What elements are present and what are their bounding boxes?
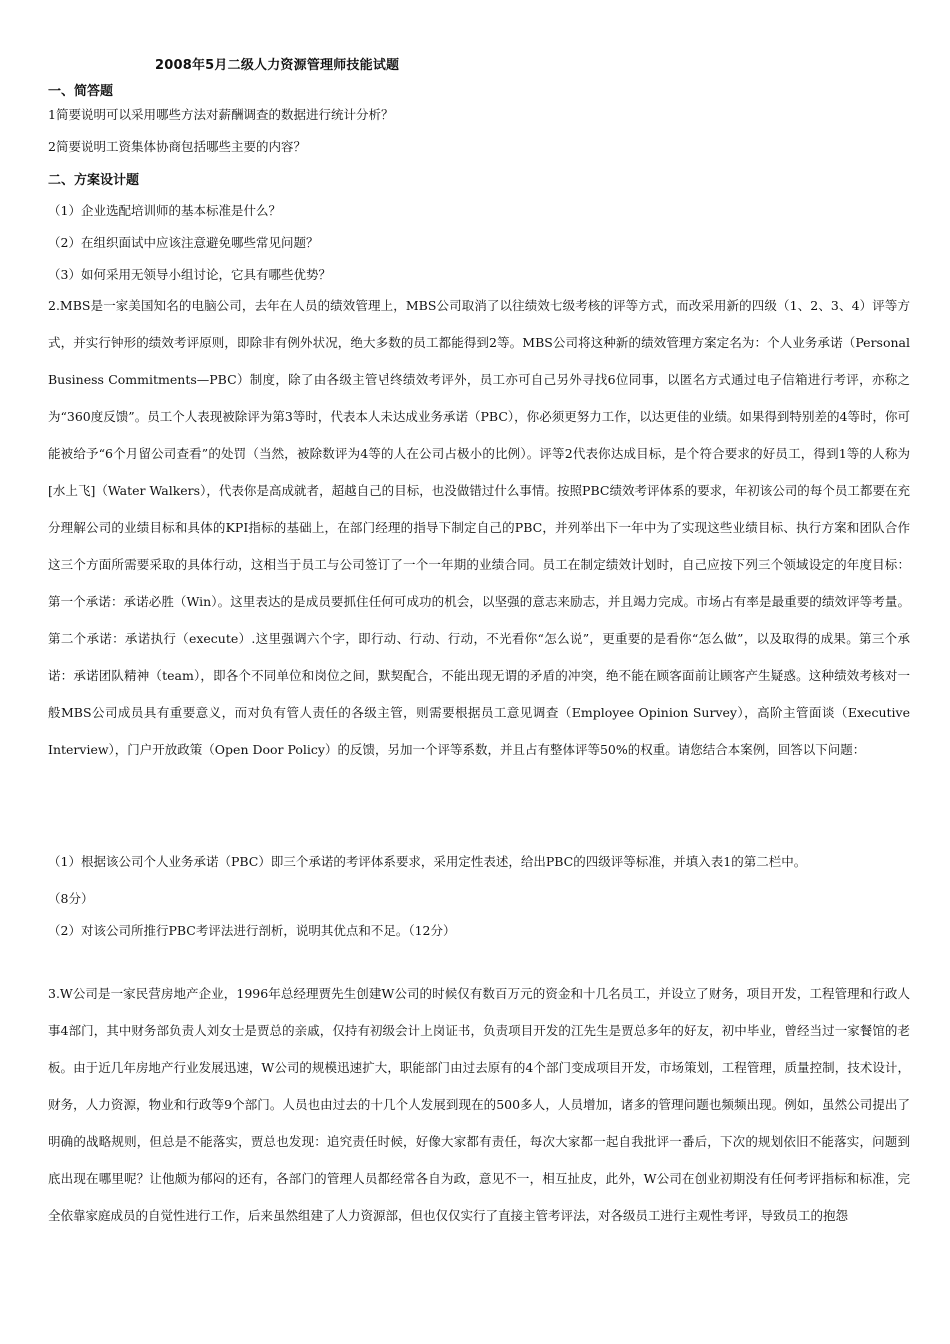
case-2-paragraph [48, 287, 910, 768]
question-design-2: （2）在组织面试中应该注意避免哪些常见问题？ [48, 235, 319, 250]
question-2: 2简要说明工资集体协商包括哪些主要的内容？ [48, 139, 306, 154]
question-1: 1简要说明可以采用哪些方法对薪酬调查的数据进行统计分析？ [48, 107, 394, 122]
case-2-question-1: （1）根据该公司个人业务承诺（PBC）即三个承诺的考评体系要求，采用定性表述，给出PBC的四级评等标准，并填入表1的第二栏中。 [48, 854, 807, 869]
section-heading-short-answer: 一、简答题 [48, 84, 114, 99]
case-2-question-1-score: （8分） [48, 891, 94, 906]
document-title: 2008年5月二级人力资源管理师技能试题 [155, 58, 400, 73]
case-2-question-2: （2）对该公司所推行PBC考评法进行剖析，说明其优点和不足。（12分） [48, 923, 456, 938]
question-design-3: （3）如何采用无领导小组讨论，它具有哪些优势？ [48, 267, 331, 282]
case-3-text: 3.W公司是一家民营房地产企业，1996年总经理贾先生创建W公司的时候仅有数百万元的资金和十几名员工，并设立了财务，项目开发，工程管理和行政人事4部门，其中财务部负责人刘女士是贾总的亲戚，仅持有初级会计上岗证书，负责项目开发的江先生是贾总多年的好友，初中毕业，曾经当过一家餐馆的老板。由于近几年房地产行业发展迅速，W公司的规模迅速扩大，职能部门由过去原有的4个部门变成项目开发，市场策划，工程管理，质量控制，技术设计，财务，人力资源，物业和行政等9个部门。人员也由过去的十几个人发展到现在的500多人，人员增加，诸多的管理问题也频频出现。例如，虽然公司提出了明确的战略规则，但总是不能落实，贾总也发现：追究责任时候，好像大家都有责任，每次大家都一起自我批评一番后，下次的规划依旧不能落实，问题到底出现在哪里呢？让他颇为郁闷的还有，各部门的管理人员都经常各自为政，意见不一，相互扯皮，此外，W公司在创业初期没有任何考评指标和标准，完全依靠家庭成员的自觉性进行工作，后来虽然组建了人力资源部，但也仅仅实行了直接主管考评法，对各级员工进行主观性考评，导致员工的抱怨 [48, 986, 910, 1223]
section-heading-plan-design: 二、方案设计题 [48, 173, 140, 188]
case-2-text: 2.MBS是一家美国知名的电脑公司，去年在人员的绩效管理上，MBS公司取消了以往绩效七级考核的评等方式，而改采用新的四级（1、2、3、4）评等方式，并实行钟形的绩效考评原则，即除非有例外状况，绝大多数的员工都能得到2等。MBS公司将这种新的绩效管理方案定名为：个人业务承诺（Personal Business Commitments—PBC）制度，除了由各级主管년终绩效考评外，员工亦可自己另外寻找6位同事，以匿名方式通过电子信箱进行考评，亦称之为“360度反馈”。员工个人表现被除评为第3等时，代表本人未达成业务承诺（PBC），你必须更努力工作，以达更佳的业绩。如果得到特别差的4等时，你可能被给予“6个月留公司查看”的处罚（当然，被除数评为4等的人在公司占极小的比例）。评等2代表你达成目标，是个符合要求的好员工，得到1等的人称为[水上飞]（Water Walkers），代表你是高成就者，超越自己的目标，也没做错过什么事情。按照PBC绩效考评体系的要求，年初该公司的每个员工都要在充分理解公司的业绩目标和具体的KPI指标的基础上，在部门经理的指导下制定自己的PBC，并列举出下一年中为了实现这些业绩目标、执行方案和团队合作这三个方面所需要采取的具体行动，这相当于员工与公司签订了一个一年期的业绩合同。员工在制定绩效计划时，自己应按下列三个领域设定的年度目标：第一个承诺：承诺必胜（Win）。这里表达的是成员要抓住任何可成功的机会，以坚强的意志来励志，并且竭力完成。市场占有率是最重要的绩效评等考量。第二个承诺：承诺执行（execute）.这里强调六个字，即行动、行动、行动，不光看你“怎么说”，更重要的是看你“怎么做”，以及取得的成果。第三个承诺：承诺团队精神（team），即各个不同单位和岗位之间，默契配合，不能出现无谓的矛盾的冲突，绝不能在顾客面前让顾客产生疑惑。这种绩效考核对一般MBS公司成员具有重要意义，而对负有管人责任的各级主管，则需要根据员工意见调查（Employee Opinion Survey），高阶主管面谈（Executive Interview），门户开放政策（Open Door Policy）的反馈，另加一个评等系数，并且占有整体评等50%的权重。请您结合本案例，回答以下问题： [48, 298, 910, 757]
question-design-1: （1）企业选配培训师的基本标准是什么？ [48, 203, 281, 218]
case-3-paragraph [48, 975, 910, 1234]
